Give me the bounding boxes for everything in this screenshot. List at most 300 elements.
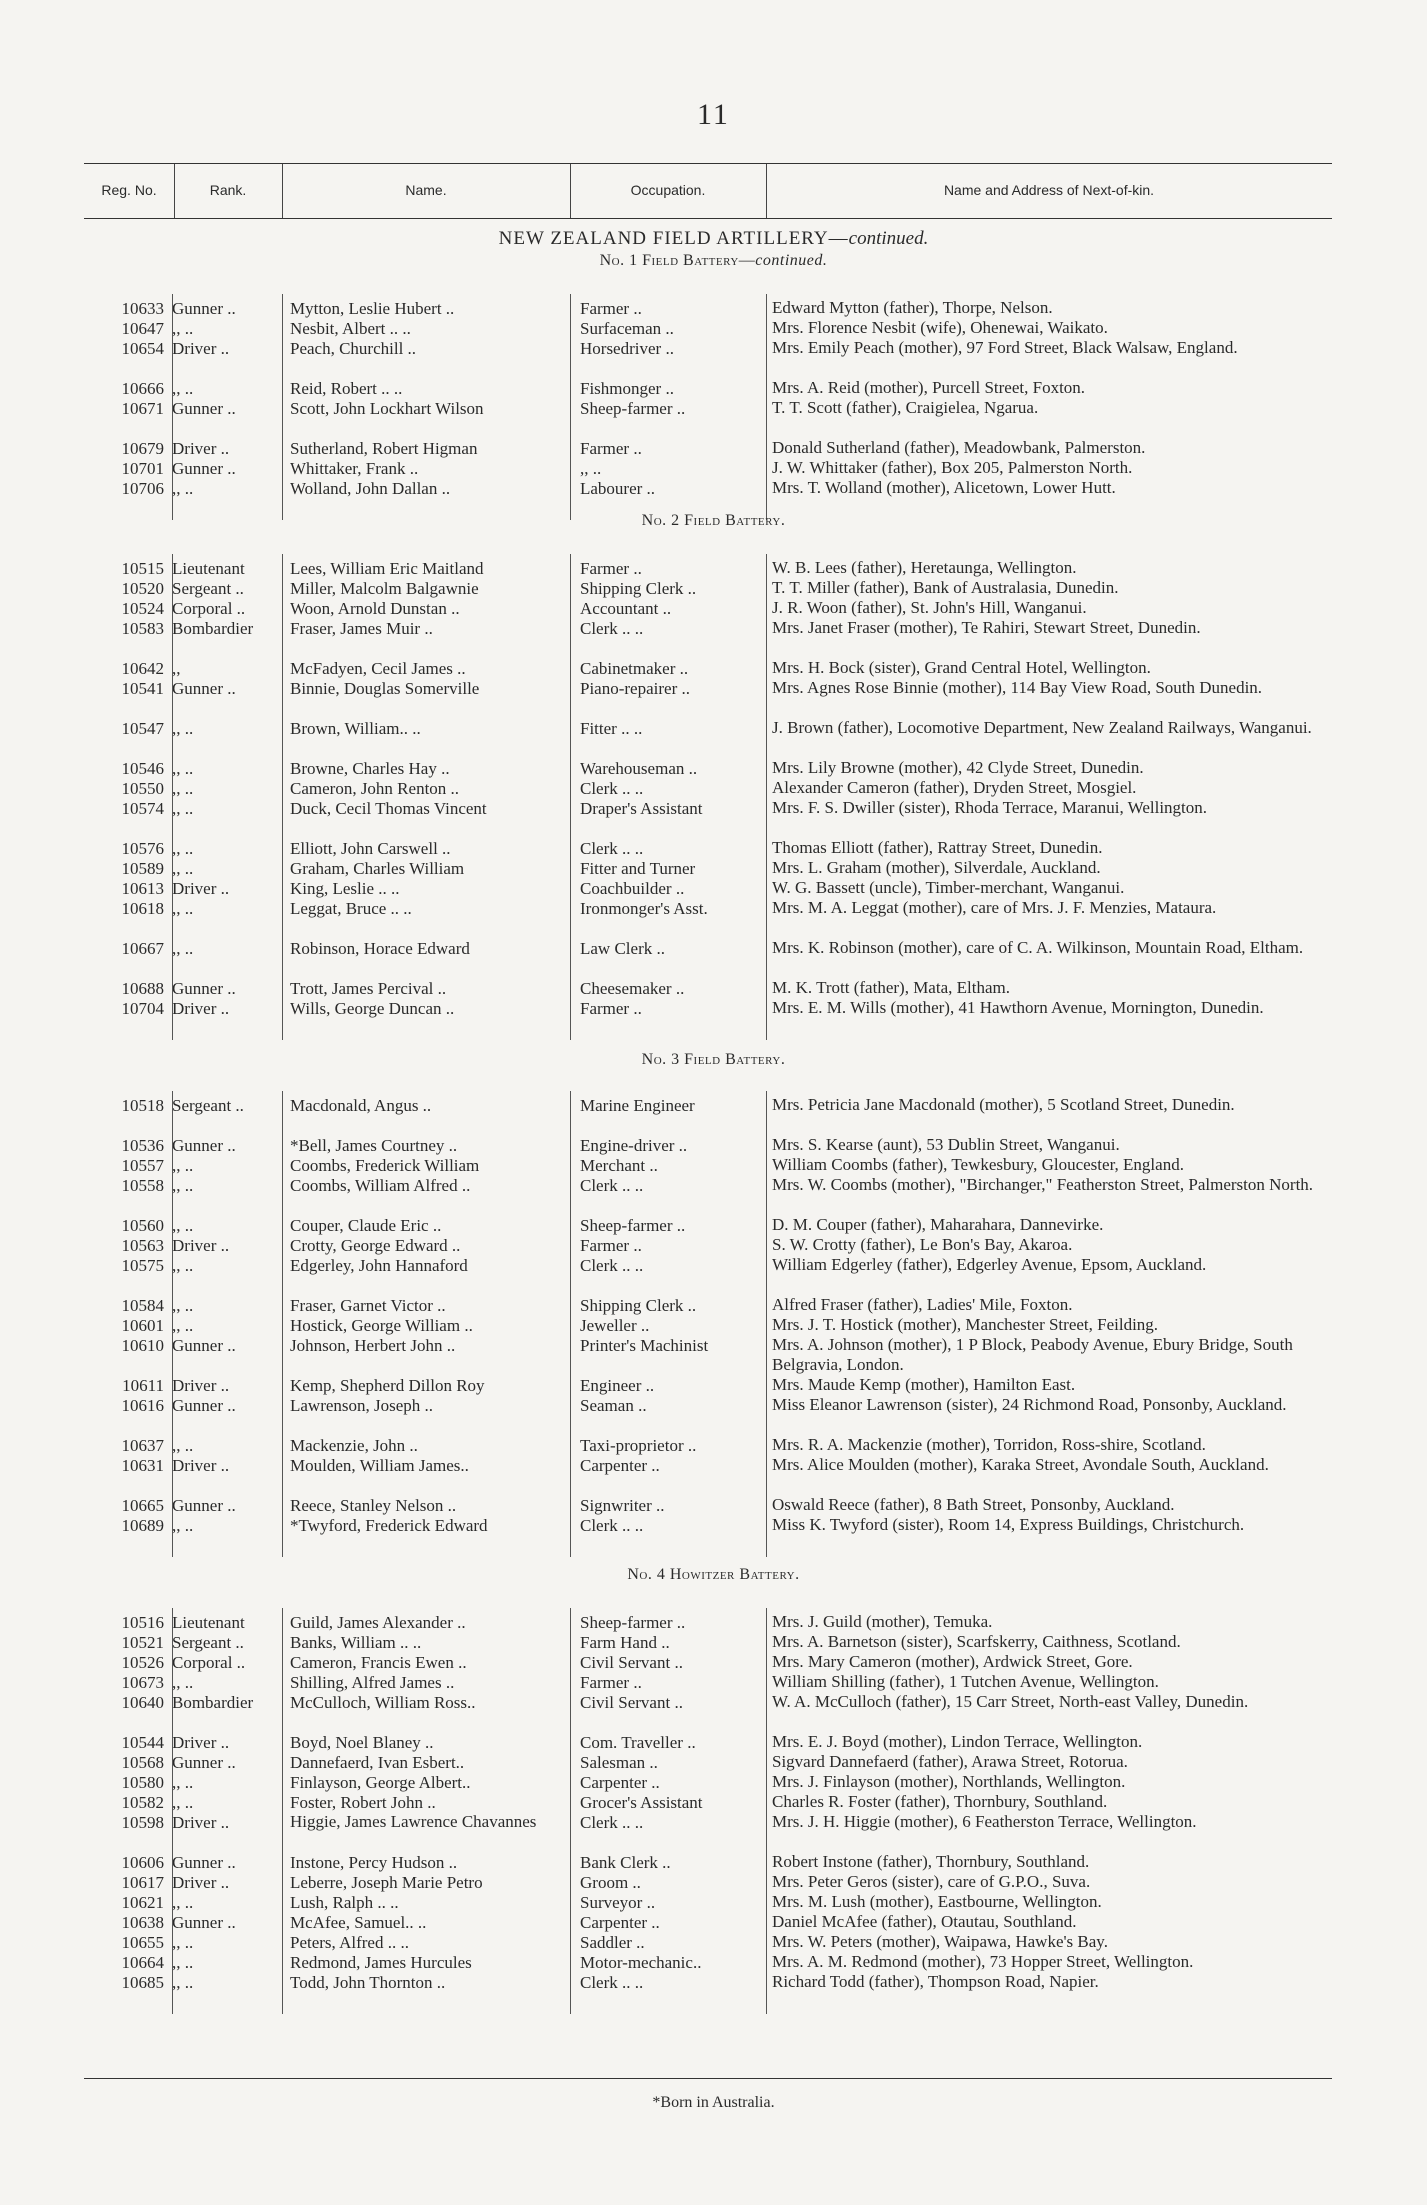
table-row xyxy=(84,1892,1332,1913)
next-of-kin-cell: W. G. Bassett (uncle), Timber-merchant, Wanganui. xyxy=(772,878,1125,897)
name-cell: Lush, Ralph .. .. xyxy=(290,1893,399,1912)
name-cell: Todd, John Thornton .. xyxy=(290,1973,446,1992)
table-row xyxy=(84,618,1332,639)
rank-cell: Gunner .. xyxy=(172,399,236,418)
table-row xyxy=(84,1495,1332,1516)
next-of-kin-cell: M. K. Trott (father), Mata, Eltham. xyxy=(772,978,1010,997)
table-row xyxy=(84,1095,1332,1116)
rank-cell: ,, .. xyxy=(172,1156,194,1175)
name-cell: Couper, Claude Eric .. xyxy=(290,1216,442,1235)
next-of-kin-cell: Mrs. H. Bock (sister), Grand Central Hotel, Wellington. xyxy=(772,658,1151,677)
reg-number-cell: 10647 xyxy=(121,319,164,338)
rank-cell: ,, .. xyxy=(172,1316,194,1335)
name-cell: Johnson, Herbert John .. xyxy=(290,1336,456,1355)
occupation-cell: Accountant .. xyxy=(580,599,672,618)
reg-number-cell: 10637 xyxy=(121,1436,164,1455)
reg-number-cell: 10689 xyxy=(121,1516,164,1535)
name-cell: Hostick, George William .. xyxy=(290,1316,473,1335)
section-heading-suffix: continued. xyxy=(755,252,828,269)
name-cell: Duck, Cecil Thomas Vincent xyxy=(290,799,487,818)
table-row xyxy=(84,678,1332,699)
column-separator xyxy=(570,554,571,1040)
table-row xyxy=(84,1335,1332,1374)
occupation-cell: Sheep-farmer .. xyxy=(580,1613,686,1632)
name-cell: Instone, Percy Hudson .. xyxy=(290,1853,458,1872)
occupation-cell: Clerk .. .. xyxy=(580,1973,644,1992)
next-of-kin-cell: Mrs. W. Peters (mother), Waipawa, Hawke's Bay. xyxy=(772,1932,1108,1951)
reg-number-cell: 10521 xyxy=(121,1633,164,1652)
reg-number-cell: 10631 xyxy=(121,1456,164,1475)
next-of-kin-cell: Mrs. J. H. Higgie (mother), 6 Featherston Terrace, Wellington. xyxy=(772,1812,1197,1831)
table-row xyxy=(84,598,1332,619)
next-of-kin-cell: Mrs. A. Reid (mother), Purcell Street, Foxton. xyxy=(772,378,1086,397)
column-separator xyxy=(282,1608,283,2014)
header-bottom-rule xyxy=(84,218,1332,219)
reg-number-cell: 10666 xyxy=(121,379,164,398)
name-cell: Coombs, William Alfred .. xyxy=(290,1176,471,1195)
name-cell: Redmond, James Hurcules xyxy=(290,1953,472,1972)
rank-cell: ,, .. xyxy=(172,1893,194,1912)
rank-cell: ,, .. xyxy=(172,859,194,878)
rank-cell: ,, .. xyxy=(172,319,194,338)
next-of-kin-cell: J. R. Woon (father), St. John's Hill, Wanganui. xyxy=(772,598,1087,617)
table-row xyxy=(84,998,1332,1019)
table-row xyxy=(84,1255,1332,1276)
occupation-cell: ,, .. xyxy=(580,459,602,478)
table-row xyxy=(84,1612,1332,1633)
occupation-cell: Cheesemaker .. xyxy=(580,979,685,998)
table-row xyxy=(84,1632,1332,1653)
reg-number-cell: 10589 xyxy=(121,859,164,878)
name-cell: Banks, William .. .. xyxy=(290,1633,422,1652)
header-separator xyxy=(570,164,571,218)
rank-cell: ,, .. xyxy=(172,1793,194,1812)
name-cell: Elliott, John Carswell .. xyxy=(290,839,451,858)
name-cell: Sutherland, Robert Higman xyxy=(290,439,478,458)
next-of-kin-cell: Mrs. J. T. Hostick (mother), Manchester Street, Feilding. xyxy=(772,1315,1159,1334)
occupation-cell: Jeweller .. xyxy=(580,1316,650,1335)
section-heading-text: No. 2 Field Battery. xyxy=(641,512,786,529)
table-row xyxy=(84,1135,1332,1156)
occupation-cell: Clerk .. .. xyxy=(580,1256,644,1275)
next-of-kin-cell: Mrs. Mary Cameron (mother), Ardwick Street, Gore. xyxy=(772,1652,1133,1671)
next-of-kin-cell: Mrs. F. S. Dwiller (sister), Rhoda Terrace, Maranui, Wellington. xyxy=(772,798,1208,817)
next-of-kin-cell: Mrs. W. Coombs (mother), "Birchanger," Featherston Street, Palmerston North. xyxy=(772,1175,1314,1194)
occupation-cell: Farmer .. xyxy=(580,439,642,458)
table-row xyxy=(84,1315,1332,1336)
reg-number-cell: 10688 xyxy=(121,979,164,998)
occupation-cell: Farmer .. xyxy=(580,299,642,318)
rank-cell: ,, .. xyxy=(172,1296,194,1315)
occupation-cell: Fitter .. .. xyxy=(580,719,643,738)
rank-cell: Driver .. xyxy=(172,1456,230,1475)
table-row xyxy=(84,1155,1332,1176)
name-cell: Leggat, Bruce .. .. xyxy=(290,899,412,918)
rank-cell: Driver .. xyxy=(172,1813,230,1832)
table-row xyxy=(84,378,1332,399)
table-row xyxy=(84,1395,1332,1416)
table-row xyxy=(84,978,1332,999)
name-cell: Brown, William.. .. xyxy=(290,719,421,738)
rank-cell: ,, xyxy=(172,659,181,678)
rank-cell: Lieutenant xyxy=(172,1613,245,1632)
name-cell: Trott, James Percival .. xyxy=(290,979,447,998)
column-separator xyxy=(172,1608,173,2014)
name-cell: Binnie, Douglas Somerville xyxy=(290,679,480,698)
occupation-cell: Salesman .. xyxy=(580,1753,658,1772)
rank-cell: Driver .. xyxy=(172,1733,230,1752)
rank-cell: ,, .. xyxy=(172,719,194,738)
next-of-kin-cell: Donald Sutherland (father), Meadowbank, Palmerston. xyxy=(772,438,1146,457)
reg-number-cell: 10616 xyxy=(121,1396,164,1415)
occupation-cell: Clerk .. .. xyxy=(580,839,644,858)
column-separator xyxy=(172,1091,173,1557)
next-of-kin-cell: Mrs. Peter Geros (sister), care of G.P.O., Suva. xyxy=(772,1872,1091,1891)
next-of-kin-cell: Sigvard Dannefaerd (father), Arawa Street, Rotorua. xyxy=(772,1752,1128,1771)
section-heading-text: No. 1 Field Battery— xyxy=(599,252,756,269)
title-suffix: continued. xyxy=(848,228,929,249)
occupation-cell: Saddler .. xyxy=(580,1933,645,1952)
name-cell: Lees, William Eric Maitland xyxy=(290,559,484,578)
column-separator xyxy=(570,1091,571,1557)
column-separator xyxy=(282,294,283,520)
table-row xyxy=(84,298,1332,319)
column-separator xyxy=(570,1608,571,2014)
rank-cell: ,, .. xyxy=(172,379,194,398)
rank-cell: Gunner .. xyxy=(172,1496,236,1515)
rank-cell: ,, .. xyxy=(172,1673,194,1692)
table-row xyxy=(84,1692,1332,1713)
occupation-cell: Engine-driver .. xyxy=(580,1136,688,1155)
occupation-cell: Labourer .. xyxy=(580,479,656,498)
rank-cell: ,, .. xyxy=(172,839,194,858)
reg-number-cell: 10547 xyxy=(121,719,164,738)
rank-cell: Gunner .. xyxy=(172,1336,236,1355)
next-of-kin-cell: Mrs. Petricia Jane Macdonald (mother), 5 Scotland Street, Dunedin. xyxy=(772,1095,1235,1114)
next-of-kin-cell: Mrs. E. M. Wills (mother), 41 Hawthorn Avenue, Mornington, Dunedin. xyxy=(772,998,1264,1017)
table-row xyxy=(84,1932,1332,1953)
rank-cell: Sergeant .. xyxy=(172,579,244,598)
next-of-kin-cell: Oswald Reece (father), 8 Bath Street, Ponsonby, Auckland. xyxy=(772,1495,1175,1514)
rank-cell: Driver .. xyxy=(172,999,230,1018)
section-heading xyxy=(0,252,1427,270)
rank-cell: Gunner .. xyxy=(172,1136,236,1155)
name-cell: Foster, Robert John .. xyxy=(290,1793,436,1812)
table-row xyxy=(84,1812,1332,1833)
reg-number-cell: 10584 xyxy=(121,1296,164,1315)
table-row xyxy=(84,478,1332,499)
reg-number-cell: 10576 xyxy=(121,839,164,858)
name-cell: Peters, Alfred .. .. xyxy=(290,1933,409,1952)
next-of-kin-cell: T. T. Miller (father), Bank of Australasia, Dunedin. xyxy=(772,578,1119,597)
header-next-of-kin: Name and Address of Next-of-kin. xyxy=(943,182,1155,198)
table-row xyxy=(84,858,1332,879)
name-cell: Wolland, John Dallan .. xyxy=(290,479,451,498)
name-cell: Guild, James Alexander .. xyxy=(290,1613,466,1632)
reg-number-cell: 10685 xyxy=(121,1973,164,1992)
table-row xyxy=(84,758,1332,779)
reg-number-cell: 10610 xyxy=(121,1336,164,1355)
rank-cell: ,, .. xyxy=(172,1773,194,1792)
name-cell: Peach, Churchill .. xyxy=(290,339,417,358)
page-number: 11 xyxy=(697,98,730,131)
occupation-cell: Com. Traveller .. xyxy=(580,1733,696,1752)
rank-cell: ,, .. xyxy=(172,939,194,958)
occupation-cell: Clerk .. .. xyxy=(580,1176,644,1195)
next-of-kin-cell: Mrs. Florence Nesbit (wife), Ohenewai, Waikato. xyxy=(772,318,1108,337)
next-of-kin-cell: Mrs. T. Wolland (mother), Alicetown, Lower Hutt. xyxy=(772,478,1116,497)
rank-cell: Lieutenant xyxy=(172,559,245,578)
section-heading xyxy=(0,1566,1427,1584)
footnote: *Born in Australia. xyxy=(652,2094,775,2111)
table-row xyxy=(84,718,1332,739)
rank-cell: Corporal .. xyxy=(172,1653,246,1672)
occupation-cell: Farmer .. xyxy=(580,1673,642,1692)
occupation-cell: Carpenter .. xyxy=(580,1773,660,1792)
table-row xyxy=(84,398,1332,419)
rank-cell: ,, .. xyxy=(172,479,194,498)
rank-cell: Corporal .. xyxy=(172,599,246,618)
name-cell: Graham, Charles William xyxy=(290,859,465,878)
next-of-kin-cell: Edward Mytton (father), Thorpe, Nelson. xyxy=(772,298,1053,317)
occupation-cell: Clerk .. .. xyxy=(580,1516,644,1535)
reg-number-cell: 10575 xyxy=(121,1256,164,1275)
reg-number-cell: 10541 xyxy=(121,679,164,698)
name-cell: McCulloch, William Ross.. xyxy=(290,1693,476,1712)
name-cell: Coombs, Frederick William xyxy=(290,1156,480,1175)
table-row xyxy=(84,1852,1332,1873)
table-row xyxy=(84,1752,1332,1773)
reg-number-cell: 10679 xyxy=(121,439,164,458)
next-of-kin-cell: Mrs. M. Lush (mother), Eastbourne, Wellington. xyxy=(772,1892,1102,1911)
header-separator xyxy=(282,164,283,218)
next-of-kin-cell: T. T. Scott (father), Craigielea, Ngarua. xyxy=(772,398,1039,417)
occupation-cell: Draper's Assistant xyxy=(580,799,703,818)
next-of-kin-cell: J. W. Whittaker (father), Box 205, Palmerston North. xyxy=(772,458,1133,477)
next-of-kin-cell: Mrs. K. Robinson (mother), care of C. A. Wilkinson, Mountain Road, Eltham. xyxy=(772,938,1304,957)
reg-number-cell: 10667 xyxy=(121,939,164,958)
name-cell: Edgerley, John Hannaford xyxy=(290,1256,468,1275)
table-row xyxy=(84,1672,1332,1693)
column-separator xyxy=(766,294,767,520)
next-of-kin-cell: Mrs. R. A. Mackenzie (mother), Torridon, Ross-shire, Scotland. xyxy=(772,1435,1206,1454)
table-row xyxy=(84,1235,1332,1256)
table-row xyxy=(84,658,1332,679)
table-row xyxy=(84,838,1332,859)
reg-number-cell: 10568 xyxy=(121,1753,164,1772)
reg-number-cell: 10654 xyxy=(121,339,164,358)
name-cell: *Twyford, Frederick Edward xyxy=(290,1516,488,1535)
reg-number-cell: 10583 xyxy=(121,619,164,638)
reg-number-cell: 10560 xyxy=(121,1216,164,1235)
document-title xyxy=(0,228,1427,250)
next-of-kin-cell: Robert Instone (father), Thornbury, Southland. xyxy=(772,1852,1090,1871)
name-cell: Wills, George Duncan .. xyxy=(290,999,455,1018)
reg-number-cell: 10606 xyxy=(121,1853,164,1872)
table-row xyxy=(84,1772,1332,1793)
column-separator xyxy=(172,554,173,1040)
next-of-kin-cell: Mrs. Agnes Rose Binnie (mother), 114 Bay View Road, South Dunedin. xyxy=(772,678,1263,697)
table-row xyxy=(84,1435,1332,1456)
name-cell: Miller, Malcolm Balgawnie xyxy=(290,579,479,598)
next-of-kin-cell: William Coombs (father), Tewkesbury, Gloucester, England. xyxy=(772,1155,1184,1174)
table-row xyxy=(84,1732,1332,1753)
occupation-cell: Motor-mechanic.. xyxy=(580,1953,702,1972)
occupation-cell: Bank Clerk .. xyxy=(580,1853,671,1872)
next-of-kin-cell: Miss Eleanor Lawrenson (sister), 24 Richmond Road, Ponsonby, Auckland. xyxy=(772,1395,1287,1414)
next-of-kin-cell: W. B. Lees (father), Heretaunga, Wellington. xyxy=(772,558,1077,577)
rank-cell: Gunner .. xyxy=(172,299,236,318)
next-of-kin-cell: Mrs. Emily Peach (mother), 97 Ford Street, Black Walsaw, England. xyxy=(772,338,1238,357)
occupation-cell: Groom .. xyxy=(580,1873,641,1892)
reg-number-cell: 10665 xyxy=(121,1496,164,1515)
name-cell: Cameron, John Renton .. xyxy=(290,779,460,798)
table-row xyxy=(84,1912,1332,1933)
title-main: NEW ZEALAND FIELD ARTILLERY— xyxy=(498,228,849,249)
header-separator xyxy=(174,164,175,218)
occupation-cell: Clerk .. .. xyxy=(580,1813,644,1832)
occupation-cell: Surveyor .. xyxy=(580,1893,656,1912)
name-cell: King, Leslie .. .. xyxy=(290,879,400,898)
reg-number-cell: 10601 xyxy=(121,1316,164,1335)
table-row xyxy=(84,1215,1332,1236)
reg-number-cell: 10574 xyxy=(121,799,164,818)
occupation-cell: Horsedriver .. xyxy=(580,339,674,358)
occupation-cell: Civil Servant .. xyxy=(580,1693,683,1712)
occupation-cell: Piano-repairer .. xyxy=(580,679,690,698)
next-of-kin-cell: S. W. Crotty (father), Le Bon's Bay, Akaroa. xyxy=(772,1235,1073,1254)
reg-number-cell: 10642 xyxy=(121,659,164,678)
next-of-kin-cell: Mrs. E. J. Boyd (mother), Lindon Terrace, Wellington. xyxy=(772,1732,1143,1751)
rank-cell: Gunner .. xyxy=(172,1853,236,1872)
reg-number-cell: 10516 xyxy=(121,1613,164,1632)
header-reg-no: Reg. No. xyxy=(101,182,157,198)
name-cell: Leberre, Joseph Marie Petro xyxy=(290,1873,483,1892)
rank-cell: ,, .. xyxy=(172,899,194,918)
table-row xyxy=(84,898,1332,919)
reg-number-cell: 10598 xyxy=(121,1813,164,1832)
name-cell: Woon, Arnold Dunstan .. xyxy=(290,599,460,618)
occupation-cell: Clerk .. .. xyxy=(580,619,644,638)
next-of-kin-cell: J. Brown (father), Locomotive Department, New Zealand Railways, Wanganui. xyxy=(772,718,1312,737)
name-cell: *Bell, James Courtney .. xyxy=(290,1136,458,1155)
rank-cell: ,, .. xyxy=(172,1953,194,1972)
reg-number-cell: 10633 xyxy=(121,299,164,318)
table-row xyxy=(84,558,1332,579)
next-of-kin-cell: Mrs. J. Finlayson (mother), Northlands, Wellington. xyxy=(772,1772,1126,1791)
section-heading-text: No. 4 Howitzer Battery. xyxy=(627,1566,800,1583)
next-of-kin-cell: W. A. McCulloch (father), 15 Carr Street, North-east Valley, Dunedin. xyxy=(772,1692,1249,1711)
column-separator xyxy=(766,1608,767,2014)
reg-number-cell: 10582 xyxy=(121,1793,164,1812)
rank-cell: Sergeant .. xyxy=(172,1096,244,1115)
occupation-cell: Marine Engineer xyxy=(580,1096,695,1115)
occupation-cell: Clerk .. .. xyxy=(580,779,644,798)
next-of-kin-cell: Miss K. Twyford (sister), Room 14, Express Buildings, Christchurch. xyxy=(772,1515,1245,1534)
occupation-cell: Warehouseman .. xyxy=(580,759,698,778)
occupation-cell: Cabinetmaker .. xyxy=(580,659,689,678)
reg-number-cell: 10671 xyxy=(121,399,164,418)
header-separator xyxy=(766,164,767,218)
name-cell: Higgie, James Lawrence Chavannes xyxy=(290,1812,537,1831)
table-row xyxy=(84,1515,1332,1536)
rank-cell: ,, .. xyxy=(172,779,194,798)
column-separator xyxy=(570,294,571,520)
rank-cell: Gunner .. xyxy=(172,1396,236,1415)
table-row xyxy=(84,1175,1332,1196)
table-row xyxy=(84,878,1332,899)
occupation-cell: Sheep-farmer .. xyxy=(580,399,686,418)
rank-cell: Driver .. xyxy=(172,879,230,898)
rank-cell: ,, .. xyxy=(172,1516,194,1535)
column-separator xyxy=(282,554,283,1040)
next-of-kin-cell: Charles R. Foster (father), Thornbury, Southland. xyxy=(772,1792,1108,1811)
table-row xyxy=(84,1295,1332,1316)
occupation-cell: Taxi-proprietor .. xyxy=(580,1436,697,1455)
table-row xyxy=(84,1952,1332,1973)
reg-number-cell: 10546 xyxy=(121,759,164,778)
reg-number-cell: 10618 xyxy=(121,899,164,918)
occupation-cell: Civil Servant .. xyxy=(580,1653,683,1672)
rank-cell: ,, .. xyxy=(172,1256,194,1275)
occupation-cell: Surfaceman .. xyxy=(580,319,674,338)
table-row xyxy=(84,1455,1332,1476)
name-cell: Lawrenson, Joseph .. xyxy=(290,1396,434,1415)
footer-rule xyxy=(84,2078,1332,2079)
rank-cell: Sergeant .. xyxy=(172,1633,244,1652)
occupation-cell: Seaman .. xyxy=(580,1396,647,1415)
table-row xyxy=(84,438,1332,459)
reg-number-cell: 10524 xyxy=(121,599,164,618)
header-occupation: Occupation. xyxy=(630,182,706,198)
name-cell: Shilling, Alfred James .. xyxy=(290,1673,455,1692)
name-cell: Reid, Robert .. .. xyxy=(290,379,403,398)
next-of-kin-cell: Mrs. Lily Browne (mother), 42 Clyde Street, Dunedin. xyxy=(772,758,1144,777)
table-row xyxy=(84,1652,1332,1673)
rank-cell: ,, .. xyxy=(172,1973,194,1992)
rank-cell: Gunner .. xyxy=(172,1753,236,1772)
table-row xyxy=(84,938,1332,959)
occupation-cell: Farm Hand .. xyxy=(580,1633,670,1652)
rank-cell: Driver .. xyxy=(172,439,230,458)
occupation-cell: Engineer .. xyxy=(580,1376,655,1395)
table-row xyxy=(84,1972,1332,1993)
reg-number-cell: 10515 xyxy=(121,559,164,578)
occupation-cell: Fishmonger .. xyxy=(580,379,674,398)
name-cell: Kemp, Shepherd Dillon Roy xyxy=(290,1376,485,1395)
reg-number-cell: 10664 xyxy=(121,1953,164,1972)
next-of-kin-cell: Mrs. S. Kearse (aunt), 53 Dublin Street, Wanganui. xyxy=(772,1135,1120,1154)
table-header xyxy=(84,164,1332,218)
name-cell: McAfee, Samuel.. .. xyxy=(290,1913,427,1932)
next-of-kin-cell: William Edgerley (father), Edgerley Avenue, Epsom, Auckland. xyxy=(772,1255,1207,1274)
reg-number-cell: 10673 xyxy=(121,1673,164,1692)
next-of-kin-cell: Mrs. J. Guild (mother), Temuka. xyxy=(772,1612,993,1631)
table-row xyxy=(84,338,1332,359)
table-row xyxy=(84,1792,1332,1813)
next-of-kin-cell: Mrs. L. Graham (mother), Silverdale, Auckland. xyxy=(772,858,1101,877)
next-of-kin-cell: D. M. Couper (father), Maharahara, Dannevirke. xyxy=(772,1215,1104,1234)
occupation-cell: Farmer .. xyxy=(580,999,642,1018)
next-of-kin-cell: Thomas Elliott (father), Rattray Street, Dunedin. xyxy=(772,838,1103,857)
rank-cell: ,, .. xyxy=(172,1216,194,1235)
occupation-cell: Merchant .. xyxy=(580,1156,658,1175)
column-separator xyxy=(282,1091,283,1557)
occupation-cell: Signwriter .. xyxy=(580,1496,665,1515)
rank-cell: ,, .. xyxy=(172,1436,194,1455)
occupation-cell: Carpenter .. xyxy=(580,1913,660,1932)
rank-cell: Driver .. xyxy=(172,1236,230,1255)
